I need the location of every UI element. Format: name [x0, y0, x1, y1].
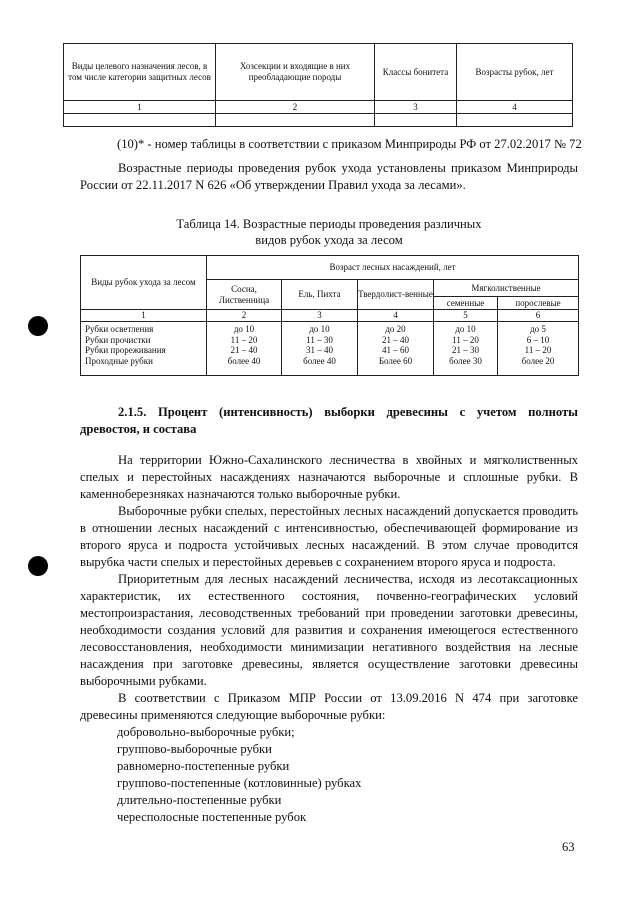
list-item: группово-постепенные (котловинные) рубках — [117, 776, 362, 790]
num-cell: 6 — [498, 310, 579, 322]
col-spruce-values — [282, 322, 358, 376]
cell-value: более 30 — [449, 355, 482, 366]
num-cell: 5 — [434, 310, 498, 322]
num-cell: 3 — [282, 310, 358, 322]
th-spruce: Ель, Пихта — [282, 280, 358, 310]
cell-value: 11 – 20 — [230, 334, 258, 345]
col-coppice-values — [498, 322, 579, 376]
table14-caption-1: Таблица 14. Возрастные периоды проведения различных — [176, 217, 482, 231]
num-cell: 1 — [81, 310, 207, 322]
section-heading: 2.1.5. Процент (интенсивность) выборки древесины с учетом полноты древостоя, и состава — [80, 405, 578, 436]
row-kinds — [81, 322, 207, 376]
cell-value: 31 – 40 — [306, 345, 333, 355]
cell-value: 11 – 20 — [524, 345, 552, 355]
row-label: Рубки осветления — [85, 324, 154, 334]
th-pine: Сосна, Лиственница — [207, 280, 282, 310]
paragraph: На территории Южно-Сахалинского лесничества в хвойных и мягколиственных спелых и перестойных насаждениях назначаются выборочные и сплошные рубки. В каменноберезняках назначаются только выборочные рубки. — [80, 453, 578, 501]
cell-value: Более 60 — [378, 355, 413, 366]
list-item: равномерно-постепенные рубки — [117, 759, 290, 773]
row-label: Проходные рубки — [85, 355, 153, 366]
cell-value: 21 – 40 — [230, 345, 258, 355]
num-cell: 2 — [216, 101, 375, 114]
empty-cell — [457, 114, 573, 127]
empty-cell — [64, 114, 216, 127]
punch-hole — [28, 316, 48, 336]
cell-value: более 40 — [227, 355, 261, 366]
th-hardwood: Твердолист-венные — [358, 280, 434, 310]
paragraph: Выборочные рубки спелых, перестойных лесных насаждений допускается проводить в отношении лесных насаждений с интенсивностью, обеспечивающей формирование из второго яруса и подроста устойчивых лесных насаждений. В этом случае проводится вырубка части спелых и перестойных деревьев с сохранением второго яруса и подроста. — [80, 504, 578, 569]
thinning-age-table — [80, 255, 579, 376]
th-sections: Хозсекции и входящие в них преобладающие породы — [216, 44, 375, 101]
num-cell: 2 — [207, 310, 282, 322]
empty-cell — [375, 114, 457, 127]
num-cell: 3 — [375, 101, 457, 114]
th-softwood: Мягколиственные — [434, 280, 579, 297]
punch-hole — [28, 556, 48, 576]
num-cell: 1 — [64, 101, 216, 114]
th-seed: семенные — [434, 297, 498, 310]
list-item: чересполосные постепенные рубок — [117, 810, 307, 824]
num-cell: 4 — [457, 101, 573, 114]
cell-value: 21 – 30 — [452, 345, 479, 355]
col-pine-values — [207, 322, 282, 376]
th-purpose: Виды целевого назначения лесов, в том числе категории защитных лесов — [64, 44, 216, 101]
num-cell: 4 — [358, 310, 434, 322]
th-coppice: порослевые — [498, 297, 579, 310]
para-periods: Возрастные периоды проведения рубок ухода установлены приказом Минприроды России от 22.11.2017 N 626 «Об утверждении Правил ухода за лесами». — [80, 161, 578, 192]
paragraph: Приоритетным для лесных насаждений лесничества, исходя из лесотаксационных характеристик, их естественного состояния, почвенно-географических условий местопроизрастания, лесоводственных требований при проведении заготовки древесины, необходимости создания условий для развития и сохранения имеющегося естественного лесовосстановления, необходимости минимизации негативного воздействия на лесные насаждения при заготовке древесины, является осуществление заготовки древесины выборочными рубками. — [80, 572, 578, 688]
empty-cell — [216, 114, 375, 127]
list-item: группово-выборочные рубки — [117, 742, 272, 756]
th-bonitet: Классы бонитета — [375, 44, 457, 101]
cell-value: 41 – 60 — [382, 345, 409, 355]
cell-value: до 10 — [309, 324, 330, 334]
col-seed-values — [434, 322, 498, 376]
cell-value: 11 – 20 — [452, 334, 479, 345]
list-item: длительно-постепенные рубки — [117, 793, 282, 807]
th-kind: Виды рубок ухода за лесом — [81, 256, 207, 310]
cell-value: до 5 — [530, 324, 546, 334]
th-age: Возраст лесных насаждений, лет — [207, 256, 579, 280]
forest-purpose-table — [63, 43, 573, 127]
page-number: 63 — [562, 840, 575, 854]
paragraph: В соответствии с Приказом МПР России от 13.09.2016 N 474 при заготовке древесины применяются следующие выборочные рубки: — [80, 691, 578, 722]
cell-value: 11 – 30 — [306, 334, 333, 345]
cell-value: более 40 — [303, 355, 336, 366]
cell-value: до 10 — [233, 324, 255, 334]
footnote: (10)* - номер таблицы в соответствии с приказом Минприроды РФ от 27.02.2017 № 72 — [117, 137, 582, 151]
cell-value: более 20 — [521, 355, 555, 366]
table14-caption-2: видов рубок ухода за лесом — [255, 233, 403, 247]
cell-value: до 20 — [385, 324, 406, 334]
cell-value: до 10 — [455, 324, 476, 334]
row-label: Рубки прочистки — [85, 334, 151, 345]
row-label: Рубки прореживания — [85, 345, 166, 355]
cell-value: 21 – 40 — [382, 334, 409, 345]
th-ages: Возрасты рубок, лет — [457, 44, 573, 101]
list-item: добровольно-выборочные рубки; — [117, 725, 295, 739]
col-hardwood-values — [358, 322, 434, 376]
cell-value: 6 – 10 — [526, 334, 550, 345]
